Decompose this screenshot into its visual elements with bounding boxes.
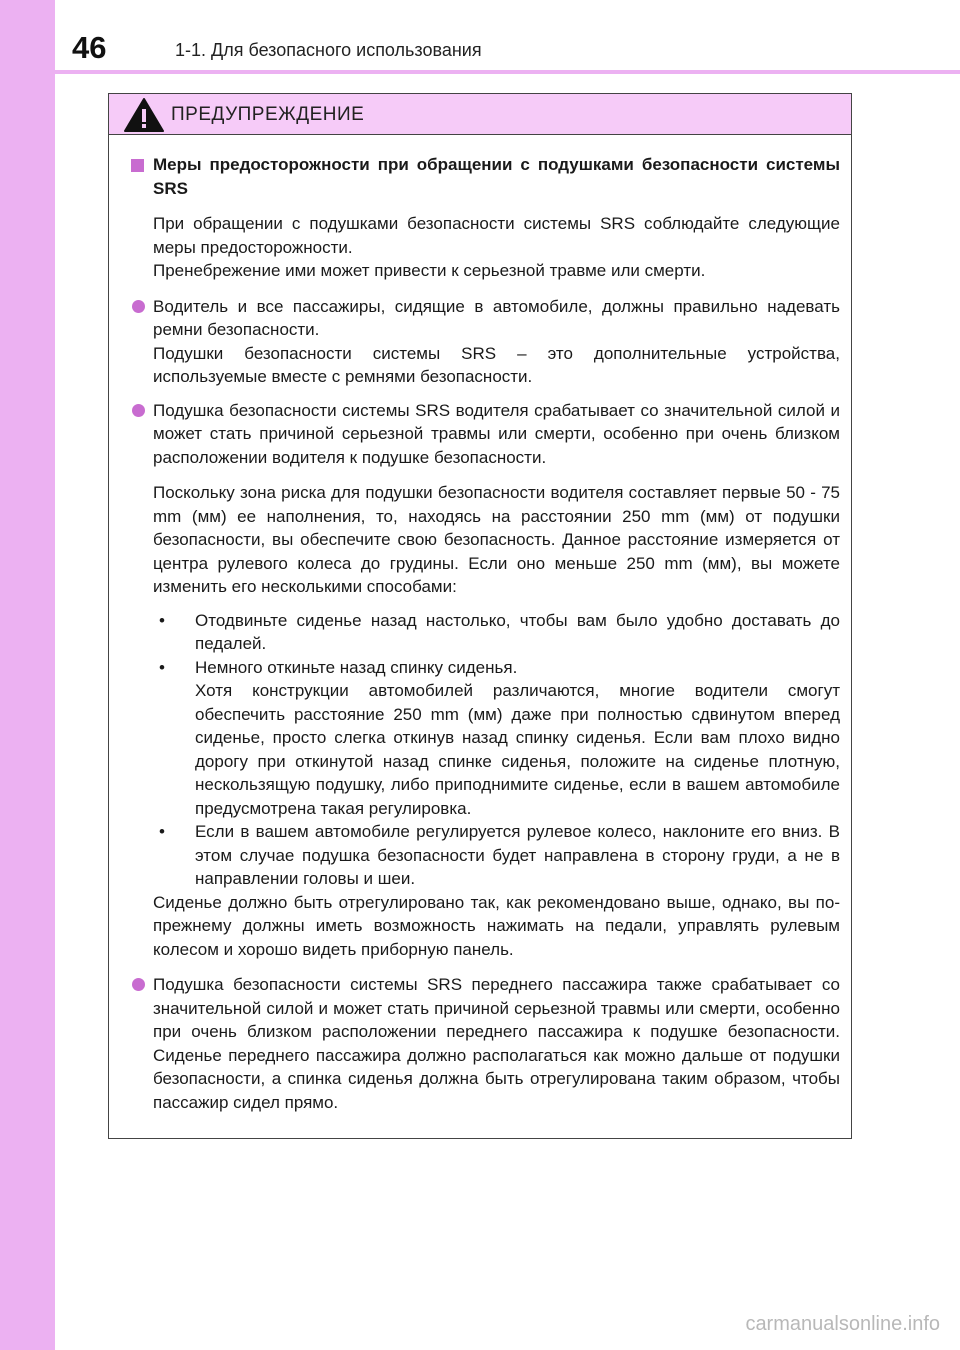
warning-header <box>109 94 851 135</box>
list-item-text: Подушка безопасности системы SRS переднего пассажира также срабатывает со значительной силой и может стать причиной серьезной травмы или смерти, особенно при очень близком расположении переднего пассажира к подушке безопасности. Сиденье переднего пассажира должно располагаться как можно дальше от подушки безопасности, а спинка сиденья должна быть отрегулирована таким образом, чтобы пассажир сидел прямо. <box>153 975 840 1112</box>
page-number: 46 <box>72 30 107 65</box>
circle-bullet-icon <box>132 978 145 991</box>
sub-bullet-mark: • <box>159 822 165 841</box>
intro-paragraph: При обращении с подушками безопасности системы SRS соблюдайте следующие меры предосторожности. <box>153 214 840 257</box>
warning-heading-text: Меры предосторожности при обращении с подушками безопасности системы SRS <box>153 155 840 198</box>
section-title: 1-1. Для безопасного использования <box>175 40 482 60</box>
circle-bullet-icon <box>132 300 145 313</box>
footer-watermark: carmanualsonline.info <box>745 1313 940 1335</box>
page-header <box>0 0 960 75</box>
circle-bullet-icon <box>132 404 145 417</box>
list-item-continuation: Подушки безопасности системы SRS – это дополнительные устройства, используемые вместе с ремнями безопасности. <box>153 343 840 386</box>
warning-heading <box>131 153 840 200</box>
sub-list-item-text: Немного откиньте назад спинку сиденья. <box>195 657 518 677</box>
sub-list-item <box>153 609 840 656</box>
sub-bullet-mark: • <box>159 657 165 677</box>
list-item <box>131 973 840 1114</box>
sub-bullet-mark: • <box>159 610 165 630</box>
sub-list-item-text: Если в вашем автомобиле регулируется рулевое колесо, наклоните его вниз. В этом случае подушка безопасности будет направлена в сторону груди, а не в направлении головы и шеи. <box>195 822 840 888</box>
header-divider <box>55 70 960 74</box>
warning-title: ПРЕДУПРЕЖДЕНИЕ <box>171 104 365 125</box>
sub-list-item-continuation: Хотя конструкции автомобилей различаются, многие водители смогут обеспечить расстояние 250 mm (мм) даже при полностью сдвинутом вперед сиденье, просто слегка откинув назад спинку сиденья. Если вам плохо видно дорогу при откинутой назад спинке сиденья, положите на сиденье плотную, нескользящую подушку, либо приподнимите сиденье, если в вашем автомобиле предусмотрена такая регулировка. <box>195 681 840 818</box>
square-bullet-icon <box>131 159 144 172</box>
sub-list-item-text: Отодвиньте сиденье назад настолько, чтобы вам было удобно доставать до педалей. <box>195 610 840 653</box>
list-item-text: Водитель и все пассажиры, сидящие в автомобиле, должны правильно надевать ремни безопасности. <box>153 296 840 339</box>
warning-box <box>108 93 852 1139</box>
warning-triangle-icon <box>123 97 165 133</box>
sub-list-item <box>153 820 840 891</box>
side-color-strip <box>0 0 55 1350</box>
list-item <box>131 295 840 389</box>
list-item <box>131 399 840 599</box>
sub-list-item <box>153 656 840 821</box>
closing-paragraph: Сиденье должно быть отрегулировано так, как рекомендовано выше, однако, вы по-прежнему должны иметь возможность нажимать на педали, управлять рулевым колесом и хорошо видеть приборную панель. <box>153 892 840 959</box>
list-item-text: Подушка безопасности системы SRS водителя срабатывает со значительной силой и может стать причиной серьезной травмы или смерти, особенно при очень близком расположении водителя к подушке безопасности. <box>153 400 840 467</box>
warning-content <box>109 135 851 1114</box>
list-item-paragraph: Поскольку зона риска для подушки безопасности водителя составляет первые 50 - 75 mm (мм) ее наполнения, то, находясь на расстоянии 250 mm (мм) от подушки безопасности, вы обеспечите свою безопасность. Данное расстояние измеряется от центра рулевого колеса до грудины. Если оно меньше 250 mm (мм), вы можете изменить его несколькими способами: <box>153 483 840 596</box>
intro-paragraph-consequence: Пренебрежение ими может привести к серьезной травме или смерти. <box>153 261 706 280</box>
